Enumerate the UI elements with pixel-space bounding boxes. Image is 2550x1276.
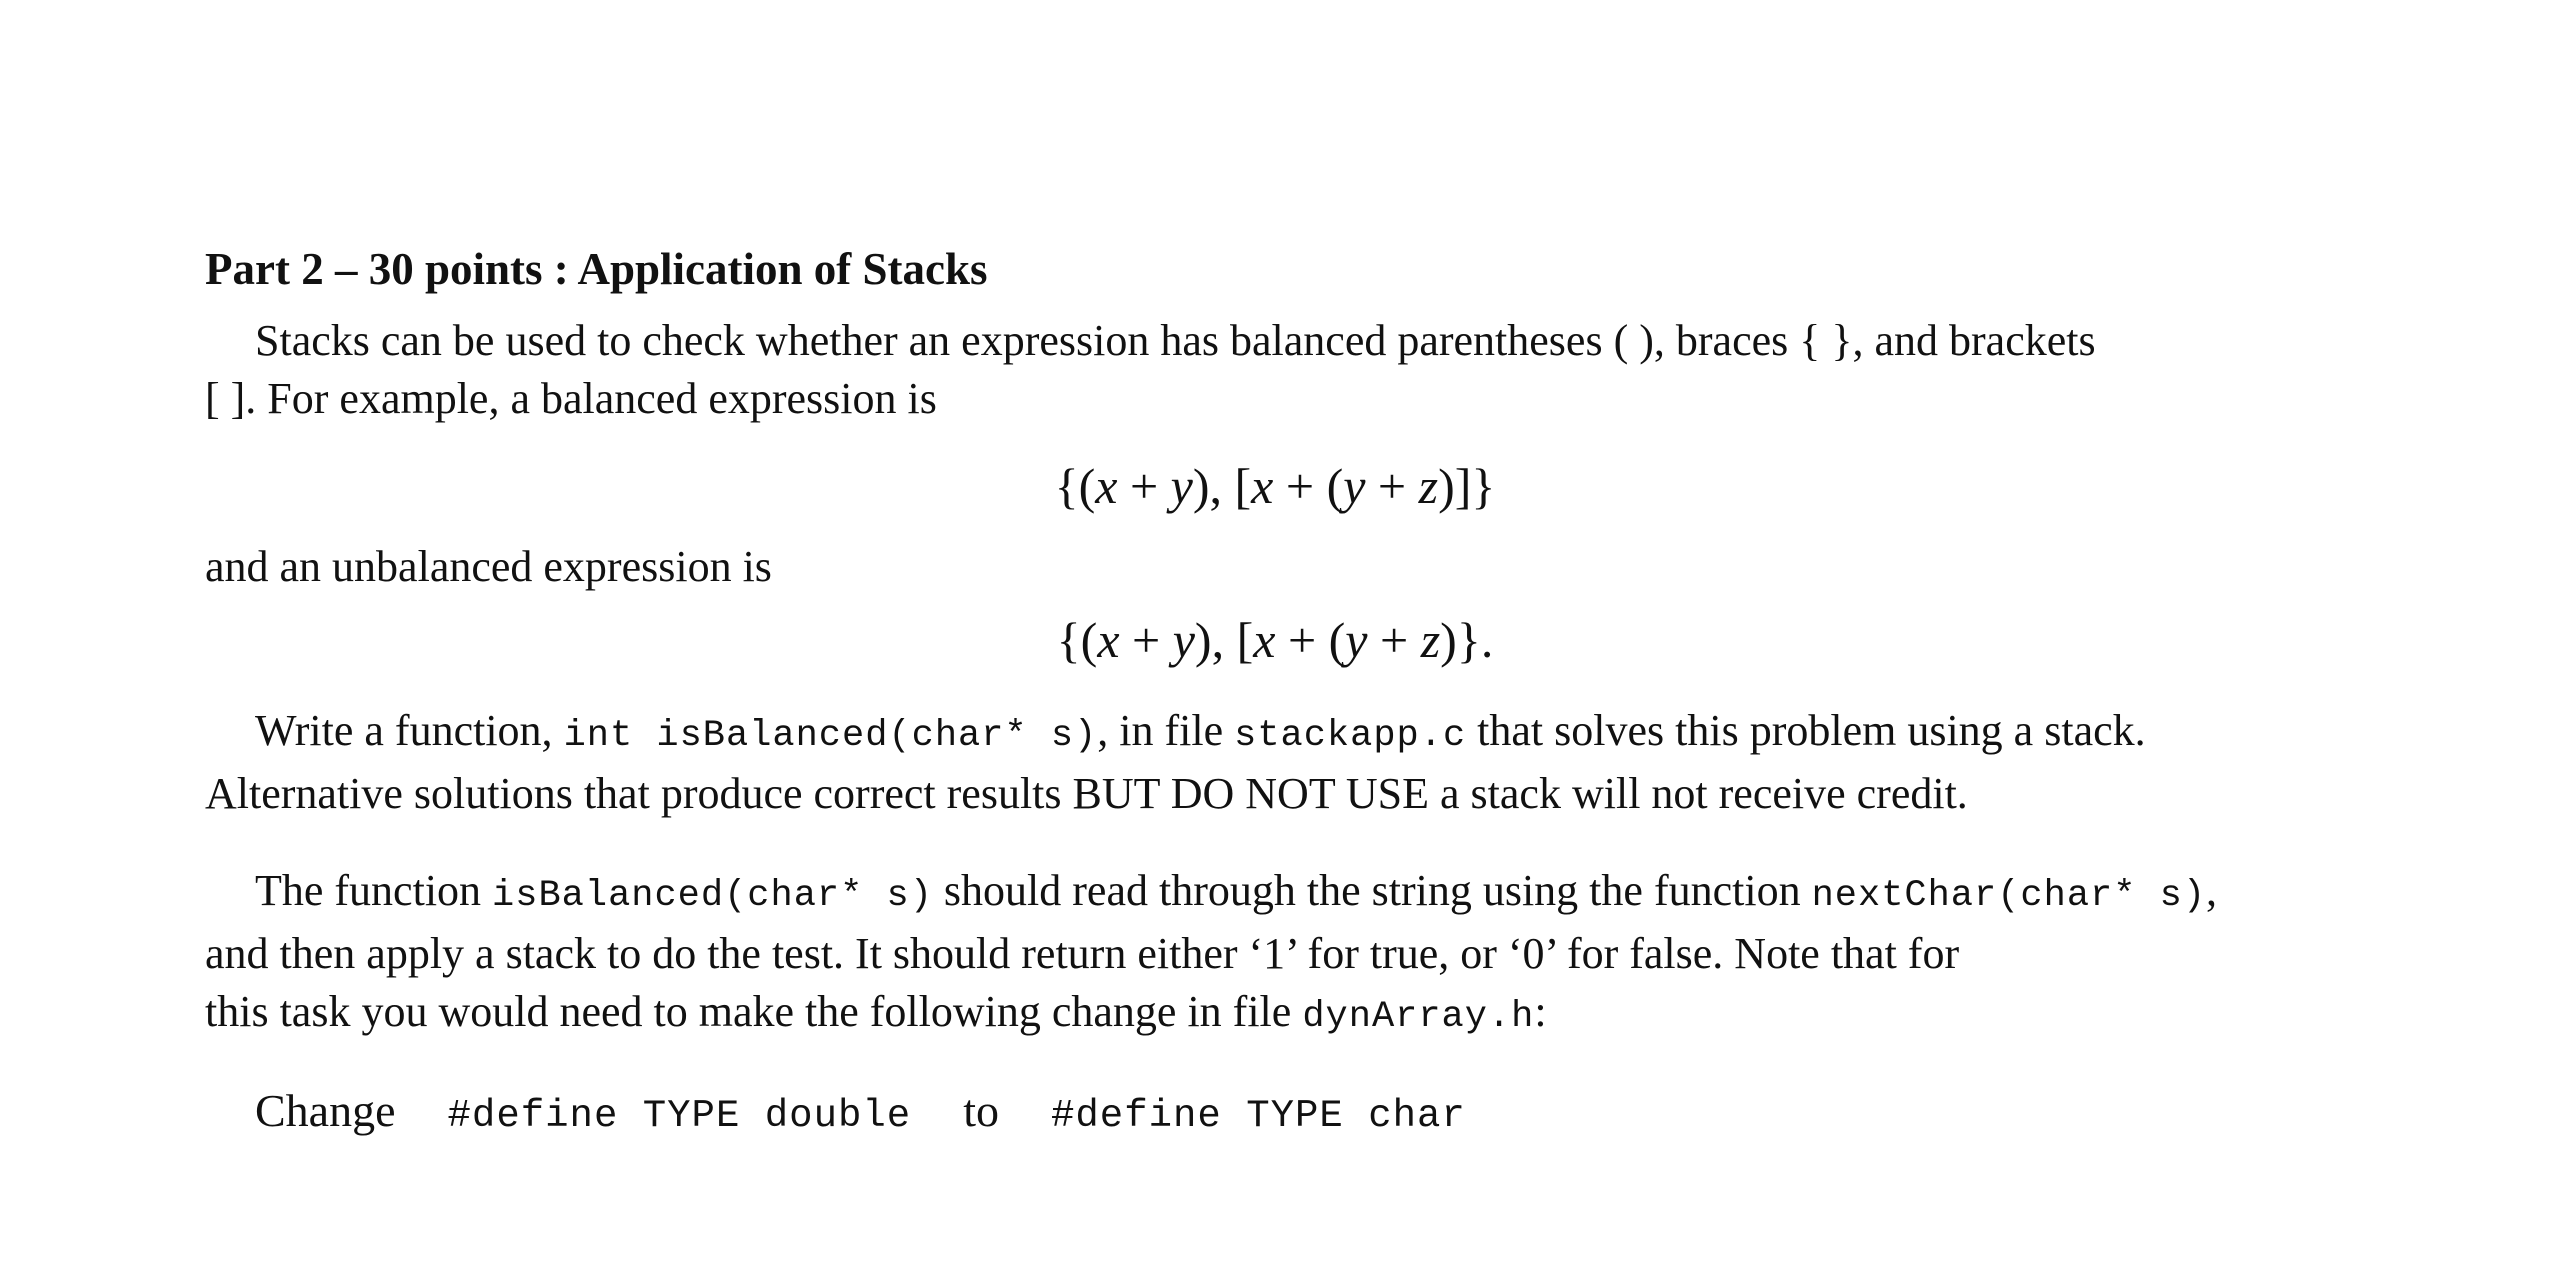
balanced-expression: {(x + y), [x + (y + z)]} (1054, 458, 1496, 514)
task-line-2: Alternative solutions that produce correct results BUT DO NOT USE a stack will not receive credit. (205, 769, 1968, 818)
intro-line-2: [ ]. For example, a balanced expression is (205, 374, 937, 423)
change-label: Change (255, 1085, 396, 1136)
change-instruction (255, 1082, 1466, 1145)
details-text-end: , (2206, 866, 2218, 915)
task-line-1 (205, 702, 2375, 765)
details-line-2: and then apply a stack to do the test. It should return either ‘1’ for true, or ‘0’ for false. Note that for (205, 929, 1960, 978)
unbalanced-expression: {(x + y), [x + (y + z)}. (1056, 612, 1494, 668)
details-line-3 (205, 983, 2375, 1046)
intro-line-1: Stacks can be used to check whether an expression has balanced parentheses ( ), braces { }, and brackets (255, 316, 2096, 365)
intro-paragraph (205, 312, 2375, 428)
task-text: Write a function, (255, 706, 564, 755)
unbalanced-intro: and an unbalanced expression is (205, 542, 772, 591)
file-name: stackapp.c (1234, 715, 1467, 757)
details-line-1 (205, 862, 2375, 925)
details-paragraph (205, 862, 2375, 1046)
task-text-mid: , in file (1097, 706, 1235, 755)
define-from: #define TYPE double (447, 1094, 912, 1138)
function-signature: int isBalanced(char* s) (563, 715, 1098, 757)
details-text: The function (255, 866, 493, 915)
section-heading: Part 2 – 30 points : Application of Stacks (205, 244, 988, 294)
details-line-3-text: this task you would need to make the following change in file (205, 987, 1303, 1036)
task-paragraph (205, 702, 2375, 823)
next-char-function: nextChar(char* s) (1811, 875, 2207, 917)
function-name: isBalanced(char* s) (492, 875, 933, 917)
to-word: to (963, 1085, 999, 1136)
details-text-mid: should read through the string using the function (932, 866, 1812, 915)
task-text-suffix: that solves this problem using a stack. (1466, 706, 2146, 755)
details-line-3-suffix: : (1534, 987, 1547, 1036)
define-to: #define TYPE char (1050, 1094, 1466, 1138)
header-file-name: dynArray.h (1302, 996, 1535, 1038)
